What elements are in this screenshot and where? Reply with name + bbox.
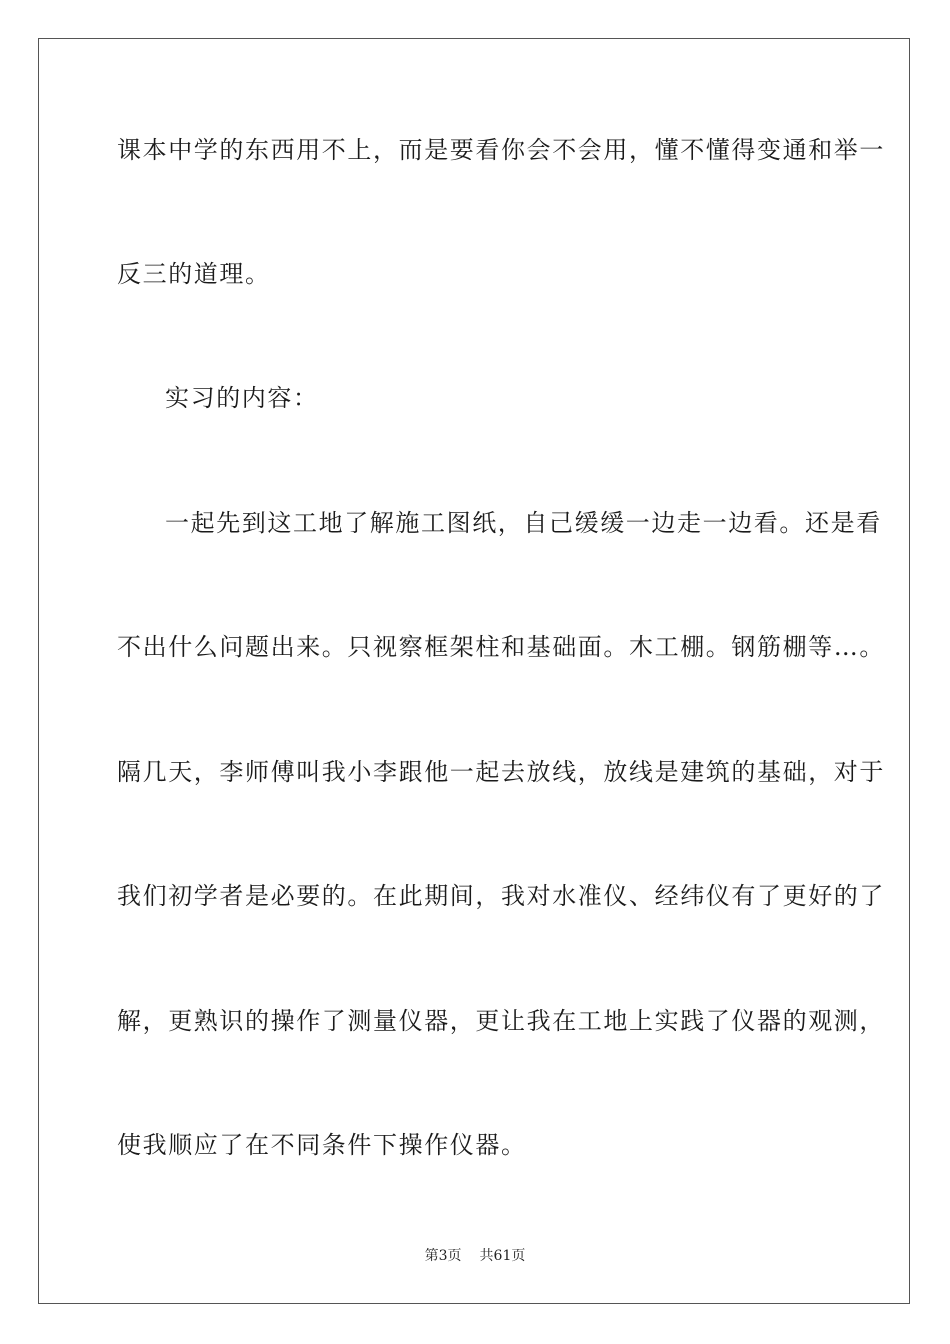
section-heading: 实习的内容：: [165, 384, 319, 412]
text-line: 我们初学者是必要的。在此期间，我对水准仪、经纬仪有了更好的了: [117, 882, 885, 910]
text-line: 课本中学的东西用不上，而是要看你会不会用，懂不懂得变通和举一: [117, 136, 885, 164]
text-line: 使我顺应了在不同条件下操作仪器。: [117, 1131, 527, 1159]
total-page-count: 共61页: [479, 1248, 526, 1264]
text-line: 不出什么问题出来。只视察框架柱和基础面。木工棚。钢筋棚等…。: [117, 633, 885, 661]
text-line: 反三的道理。: [117, 260, 271, 288]
page-border: [38, 38, 910, 1304]
page-footer: [0, 1247, 950, 1265]
text-line: 一起先到这工地了解施工图纸，自己缓缓一边走一边看。还是看: [165, 509, 882, 537]
text-line: 隔几天，李师傅叫我小李跟他一起去放线，放线是建筑的基础，对于: [117, 758, 885, 786]
current-page-number: 第3页: [424, 1248, 462, 1264]
text-line: 解，更熟识的操作了测量仪器，更让我在工地上实践了仪器的观测，: [117, 1007, 885, 1035]
